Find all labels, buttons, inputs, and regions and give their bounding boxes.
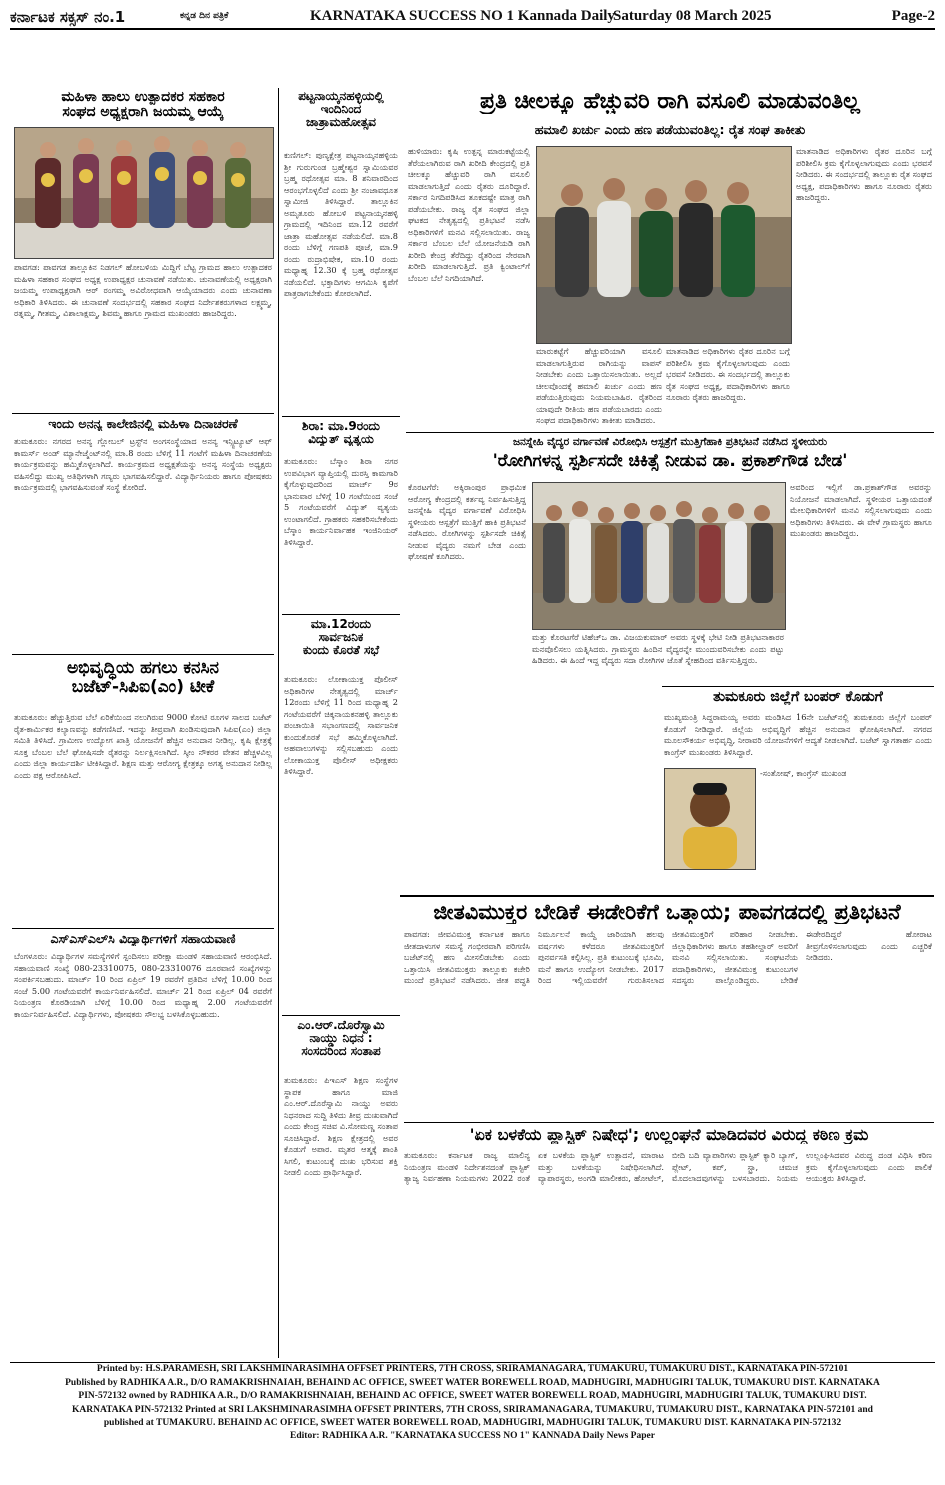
bumper-headline: ತುಮಕೂರು ಜಿಲ್ಲೆಗೆ ಬಂಪರ್ ಕೊಡುಗೆ	[662, 686, 934, 705]
hospital-body-left: ಕೊರಟಗೆರೆ: ಅಕ್ಕಿರಾಂಪುರ ಪ್ರಾಥಮಿಕ ಆರೋಗ್ಯ ಕೇಂದ್ರದಲ್ಲಿ ಕರ್ತವ್ಯ ನಿರ್ವಹಿಸುತ್ತಿದ್ದ ಜನಸ್ನೇಹಿ ವೈದ್ಯರ ವರ್ಗಾವಣೆ ವಿರೋಧಿಸಿ ಸ್ಥಳೀಯರು ಆಸ್ಪತ್ರೆಗೆ ಮುತ್ತಿಗೆ ಹಾಕಿ ಪ್ರತಿಭಟನೆ ನಡೆಸಿದರು. ರೋಗಿಗಳನ್ನು ಸ್ಪರ್ಶಿಸದೇ ಚಿಕಿತ್ಸೆ ನೀಡುವ ವೈದ್ಯರು ನಮಗೆ ಬೇಡ ಎಂದು ಘೋಷಣೆ ಕೂಗಿದರು.	[408, 482, 526, 561]
masthead-tagline: ಕನ್ನಡ ದಿನ ಪತ್ರಿಕೆ	[180, 11, 229, 21]
sslc-headline: ಎಸ್‌ಎಸ್‌ಎಲ್‌ಸಿ ವಿದ್ಯಾರ್ಥಿಗಳಿಗೆ ಸಹಾಯವಾಣಿ	[12, 928, 274, 946]
meeting-headline-line-3: ಕುಂದು ಕೊರತೆ ಸಭೆ	[302, 643, 380, 658]
obituary-body: ತುಮಕೂರು: ಪಿಇಎಸ್ ಶಿಕ್ಷಣ ಸಂಸ್ಥೆಗಳ ಸ್ಥಾಪಕ ಹಾಗೂ ಮಾಜಿ ಎಂ.ಆರ್.ದೊರೆಸ್ವಾಮಿ ನಾಯ್ಡು ಅವರು ನಿಧನರಾದ ಸುದ್ದಿ ತಿಳಿದು ತೀವ್ರ ದುಃಖವಾಗಿದೆ ಎಂದು ಕೇಂದ್ರ ಸಚಿವ ವಿ.ಸೋಮಣ್ಣ ಸಂತಾಪ ಸೂಚಿಸಿದ್ದಾರೆ. ಶಿಕ್ಷಣ ಕ್ಷೇತ್ರದಲ್ಲಿ ಅವರ ಕೊಡುಗೆ ಅಪಾರ. ಮೃತರ ಆತ್ಮಕ್ಕೆ ಶಾಂತಿ ಸಿಗಲಿ, ಕುಟುಂಬಕ್ಕೆ ದುಃಖ ಭರಿಸುವ ಶಕ್ತಿ ನೀಡಲಿ ಎಂದು ಪ್ರಾರ್ಥಿಸಿದ್ದಾರೆ.	[284, 1075, 398, 1177]
power-headline-line-1: ಶಿರಾ: ಮಾ.9ರಂದು	[302, 419, 380, 433]
hospital-headline: 'ರೋಗಿಗಳನ್ನ ಸ್ಪರ್ಶಿಸದೇ ಚಿಕಿತ್ಸೆ ನೀಡುವ ಡಾ. ಪ್ರಕಾಶ್‌ಗೌಡ ಬೇಡ'	[492, 452, 848, 471]
budget-headline	[12, 654, 274, 696]
jeetha-body: ಪಾವಗಡ: ಜೀವವಿಮುಕ್ತ ಕರ್ನಾಟಕ ಹಾಗೂ ಜೀತದಾಳುಗಳ ಸಮಸ್ಯೆ ಗಂಭೀರವಾಗಿ ಪರಿಗಣಿಸಿ ಬಜೆಟ್‌ನಲ್ಲಿ ಹಣ ಮೀಸಲಿಡಬೇಕು ಎಂದು ಒತ್ತಾಯಿಸಿ ಜೀತವಿಮುಕ್ತರು ತಾಲ್ಲೂಕು ಕಚೇರಿ ಮುಂದೆ ಪ್ರತಿಭಟನೆ ನಡೆಸಿದರು. ಜೀತ ಪದ್ಧತಿ ನಿರ್ಮೂಲನೆ ಕಾಯ್ದೆ ಜಾರಿಯಾಗಿ ಹಲವು ವರ್ಷಗಳು ಕಳೆದರೂ ಜೀತವಿಮುಕ್ತರಿಗೆ ಪುನರ್ವಸತಿ ಕಲ್ಪಿಸಿಲ್ಲ. ಪ್ರತಿ ಕುಟುಂಬಕ್ಕೆ ಭೂಮಿ, ಮನೆ ಹಾಗೂ ಉದ್ಯೋಗ ನೀಡಬೇಕು. 2017 ರಿಂದ ಇಲ್ಲಿಯವರೆಗೆ ಗುರುತಿಸಲಾದ ಜೀತವಿಮುಕ್ತರಿಗೆ ಪರಿಹಾರ ನೀಡಬೇಕು. ಜಿಲ್ಲಾಧಿಕಾರಿಗಳು ಹಾಗೂ ತಹಶೀಲ್ದಾರ್ ಅವರಿಗೆ ಮನವಿ ಸಲ್ಲಿಸಲಾಯಿತು. ಸಂಘಟನೆಯ ಪದಾಧಿಕಾರಿಗಳು, ಜೀತವಿಮುಕ್ತ ಕುಟುಂಬಗಳ ಸದಸ್ಯರು ಪಾಲ್ಗೊಂಡಿದ್ದರು. ಬೇಡಿಕೆ ಈಡೇರದಿದ್ದರೆ ಹೋರಾಟ ತೀವ್ರಗೊಳಿಸಲಾಗುವುದು ಎಂದು ಎಚ್ಚರಿಕೆ ನೀಡಿದರು.	[404, 929, 932, 985]
milk-headline-line-1: ಮಹಿಳಾ ಹಾಲು ಉತ್ಪಾದಕರ ಸಹಕಾರ	[61, 90, 225, 105]
imprint-footer	[10, 1362, 935, 1431]
masthead-title: KARNATAKA SUCCESS NO 1 Kannada Daily	[310, 8, 615, 24]
obituary-headline-line-3: ಸಂಸದರಿಂದ ಸಂತಾಪ	[301, 1044, 381, 1059]
imprint-line-3: PIN-572132 owned by RADHIKA A.R., D/O RAMAKRISHNAIAH, BEHAIND AC OFFICE, SWEET WATER BOREWELL ROAD, MADHUGIRI, MADHUGIRI TALUK, TUMAKURU DIST.	[78, 1391, 867, 1401]
masthead-date: Saturday 08 March 2025	[613, 8, 772, 24]
power-headline-line-2: ವಿದ್ಯುತ್ ವ್ಯತ್ಯಯ	[308, 432, 374, 447]
hospital-photo	[532, 482, 786, 630]
milk-headline	[12, 90, 274, 121]
hospital-photo-image	[533, 483, 785, 629]
imprint-line-5: published at TUMAKURU. BEHAIND AC OFFICE, SWEET WATER BOREWELL ROAD, MADHUGIRI, MADHUGIRI TALUK, TUMAKURU DIST. KARNATAKA PIN-572132	[103, 1418, 842, 1428]
imprint-line-4: KARNATAKA PIN-572132 Printed at SRI LAKSHMINARASIMHA OFFSET PRINTERS, 7TH CROSS, SRIRAMANAGARA, TUMAKURU, TUMAKURU DIST., KARNATAKA PIN-572101 and	[72, 1404, 873, 1415]
hospital-body-right: ಅವರಿಂದ ಇಲ್ಲಿಗೆ ಡಾ.ಪ್ರಕಾಶ್‌ಗೌಡ ಅವರನ್ನು ನಿಯೋಜನೆ ಮಾಡಲಾಗಿದೆ. ಸ್ಥಳೀಯರ ಒತ್ತಾಯದಂತೆ ಮೇಲಧಿಕಾರಿಗಳಿಗೆ ಮನವಿ ಸಲ್ಲಿಸಲಾಗುವುದು ಎಂದು ಅಧಿಕಾರಿಗಳು ತಿಳಿಸಿದರು. ಈ ವೇಳೆ ಗ್ರಾಮಸ್ಥರು ಹಾಗೂ ಮುಖಂಡರು ಹಾಜರಿದ್ದರು.	[790, 482, 932, 538]
milk-photo-image	[15, 128, 273, 258]
power-body: ತುಮಕೂರು: ಬೆಸ್ಕಾಂ ಶಿರಾ ನಗರ ಉಪವಿಭಾಗ ವ್ಯಾಪ್ತಿಯಲ್ಲಿ ದುರಸ್ತಿ ಕಾಮಗಾರಿ ಕೈಗೊಳ್ಳುವುದರಿಂದ ಮಾರ್ಚ್ 9ರ ಭಾನುವಾರ ಬೆಳಿಗ್ಗೆ 10 ಗಂಟೆಯಿಂದ ಸಂಜೆ 5 ಗಂಟೆಯವರೆಗೆ ವಿದ್ಯುತ್ ವ್ಯತ್ಯಯ ಉಂಟಾಗಲಿದೆ. ಗ್ರಾಹಕರು ಸಹಕರಿಸಬೇಕೆಂದು ಬೆಸ್ಕಾಂ ಕಾರ್ಯನಿರ್ವಾಹಕ ಇಂಜಿನಿಯರ್ ತಿಳಿಸಿದ್ದಾರೆ.	[284, 456, 398, 547]
ragi-photo	[536, 146, 792, 344]
meeting-headline	[282, 614, 400, 658]
meeting-headline-line-2: ಸಾರ್ವಜನಿಕ	[318, 630, 364, 645]
plastic-headline: 'ಏಕ ಬಳಕೆಯ ಪ್ಲಾಸ್ಟಿಕ್ ನಿಷೇಧ'; ಉಲ್ಲಂಘನೆ ಮಾಡಿದವರ ವಿರುದ್ಧ ಕಠಿಣ ಕ್ರಮ	[404, 1122, 934, 1144]
meeting-headline-line-1: ಮಾ.12ರಂದು	[310, 617, 372, 631]
power-headline	[282, 416, 400, 446]
column-divider-1	[278, 88, 279, 1358]
jatra-headline-line-3: ಜಾತ್ರಾಮಹೋತ್ಸವ	[306, 115, 376, 130]
milk-headline-line-2: ಸಂಘದ ಅಧ್ಯಕ್ಷರಾಗಿ ಜಯಮ್ಮ ಆಯ್ಕೆ	[62, 104, 224, 121]
hospital-kicker: ಜನಸ್ನೇಹಿ ವೈದ್ಯರ ವರ್ಗಾವಣೆ ವಿರೋಧಿಸಿ ಆಸ್ಪತ್ರೆಗೆ ಮುತ್ತಿಗೆಹಾಕಿ ಪ್ರತಿಭಟನೆ ನಡೆಸಿದ ಸ್ಥಳೀಯರು	[406, 432, 934, 449]
ragi-body-right: ಮಾತನಾಡಿದ ಅಧಿಕಾರಿಗಳು ರೈತರ ದೂರಿನ ಬಗ್ಗೆ ಪರಿಶೀಲಿಸಿ ಕ್ರಮ ಕೈಗೊಳ್ಳಲಾಗುವುದು ಎಂದು ಭರವಸೆ ನೀಡಿದರು. ಈ ಸಂದರ್ಭದಲ್ಲಿ ತಾಲ್ಲೂಕು ರೈತ ಸಂಘದ ಅಧ್ಯಕ್ಷ, ಪದಾಧಿಕಾರಿಗಳು ಹಾಗೂ ನೂರಾರು ರೈತರು ಹಾಜರಿದ್ದರು.	[796, 146, 932, 202]
milk-photo	[14, 127, 274, 259]
women-day-headline: ಇಂದು ಅನನ್ಯ ಕಾಲೇಜಿನಲ್ಲಿ ಮಹಿಳಾ ದಿನಾಚರಣೆ	[12, 413, 274, 431]
budget-headline-line-1: ಅಭಿವೃದ್ಧಿಯ ಹಗಲು ಕನಸಿನ	[66, 658, 219, 678]
imprint-line-1: Printed by: H.S.PARAMESH, SRI LAKSHMINARASIMHA OFFSET PRINTERS, 7TH CROSS, SRIRAMANAGARA, TUMAKURU, TUMAKURU DIST., KARNATAKA PIN-572101	[96, 1364, 849, 1374]
milk-body: ಪಾವಗಡ: ಪಾವಗಡ ತಾಲ್ಲೂಕಿನ ನಿಡಗಲ್ ಹೋಬಳಿಯ ಮಿದ್ದಿಗೆ ಬೆಟ್ಟ ಗ್ರಾಮದ ಹಾಲು ಉತ್ಪಾದಕರ ಮಹಿಳಾ ಸಹಕಾರ ಸಂಘದ ಅಧ್ಯಕ್ಷ ಉಪಾಧ್ಯಕ್ಷರ ಚುನಾವಣೆ ನಡೆಯಿತು. ಚುನಾವಣೆಯಲ್ಲಿ ಅಧ್ಯಕ್ಷರಾಗಿ ಜಯಮ್ಮ ಉಪಾಧ್ಯಕ್ಷರಾಗಿ ಆರ್ ರಂಗಮ್ಮ ಅವಿರೋಧವಾಗಿ ಆಯ್ಕೆಯಾದರು ಎಂದು ಚುನಾವಣಾ ಅಧಿಕಾರಿ ತಿಳಿಸಿದರು. ಈ ಚುನಾವಣೆ ಸಂದರ್ಭದಲ್ಲಿ ಸಹಕಾರ ಸಂಘದ ನಿರ್ದೇಶಕರುಗಳಾದ ಲಕ್ಷ್ಮಮ್ಮ, ರತ್ನಮ್ಮ, ಗೀತಮ್ಮ, ವಿಶಾಲಾಕ್ಷಮ್ಮ, ಶಿವಮ್ಮ ಹಾಗೂ ಗ್ರಾಮದ ಮುಖಂಡರು ಹಾಜರಿದ್ದರು.	[14, 262, 272, 318]
ragi-body-left: ಹುಳಿಯಾರು: ಕೃಷಿ ಉತ್ಪನ್ನ ಮಾರುಕಟ್ಟೆಯಲ್ಲಿ ತೆರೆಯಲಾಗಿರುವ ರಾಗಿ ಖರೀದಿ ಕೇಂದ್ರದಲ್ಲಿ ಪ್ರತಿ ಚೀಲಕ್ಕೂ ಹೆಚ್ಚುವರಿ ರಾಗಿ ವಸೂಲಿ ಮಾಡಲಾಗುತ್ತಿದೆ ಎಂದು ರೈತರು ದೂರಿದ್ದಾರೆ. ಸರ್ಕಾರ ನಿಗದಿಪಡಿಸಿದ ತೂಕದಷ್ಟೇ ಮಾತ್ರ ರಾಗಿ ಪಡೆಯಬೇಕು. ರಾಜ್ಯ ರೈತ ಸಂಘದ ಜಿಲ್ಲಾ ಘಟಕದ ನೇತೃತ್ವದಲ್ಲಿ ಪ್ರತಿಭಟನೆ ನಡೆಸಿ ಅಧಿಕಾರಿಗಳಿಗೆ ಮನವಿ ಸಲ್ಲಿಸಲಾಯಿತು. ರಾಜ್ಯ ಸರ್ಕಾರ ಬೆಂಬಲ ಬೆಲೆ ಯೋಜನೆಯಡಿ ರಾಗಿ ಖರೀದಿ ಕೇಂದ್ರ ತೆರೆದಿದ್ದು ರೈತರಿಂದ ನೇರವಾಗಿ ಖರೀದಿ ಮಾಡಲಾಗುತ್ತಿದೆ. ಪ್ರತಿ ಕ್ವಿಂಟಾಲ್‌ಗೆ ಬೆಂಬಲ ಬೆಲೆ ನಿಗದಿಯಾಗಿದೆ.	[408, 146, 530, 283]
hospital-body-mid: ಮತ್ತು ಕೊರಟಗೆರೆ ಟಿಹೆಚ್‌ಒ ಡಾ. ವಿಜಯಕುಮಾರ್ ಅವರು ಸ್ಥಳಕ್ಕೆ ಭೇಟಿ ನೀಡಿ ಪ್ರತಿಭಟನಾಕಾರರ ಮನವೊಲಿಸಲು ಯತ್ನಿಸಿದರು. ಗ್ರಾಮಸ್ಥರು ಹಿಂದಿನ ವೈದ್ಯರನ್ನೇ ಮುಂದುವರಿಸಬೇಕು ಎಂದು ಪಟ್ಟು ಹಿಡಿದರು. ಈ ಹಿಂದೆ ಇದ್ದ ವೈದ್ಯರು ಸದಾ ರೋಗಿಗಳ ಜೊತೆ ಸ್ನೇಹದಿಂದ ವರ್ತಿಸುತ್ತಿದ್ದರು.	[532, 632, 784, 665]
obituary-headline	[282, 1015, 400, 1059]
masthead-brand: ಕರ್ನಾಟಕ ಸಕ್ಸಸ್ ನಂ.1	[10, 8, 126, 26]
bumper-body: ಮುಖ್ಯಮಂತ್ರಿ ಸಿದ್ದರಾಮಯ್ಯ ಅವರು ಮಂಡಿಸಿದ 16ನೇ ಬಜೆಟ್‌ನಲ್ಲಿ ತುಮಕೂರು ಜಿಲ್ಲೆಗೆ ಬಂಪರ್ ಕೊಡುಗೆ ನೀಡಿದ್ದಾರೆ. ಜಿಲ್ಲೆಯ ಅಭಿವೃದ್ಧಿಗೆ ಹೆಚ್ಚಿನ ಅನುದಾನ ಘೋಷಿಸಲಾಗಿದೆ. ನಗರದ ಮೂಲಸೌಕರ್ಯ ಅಭಿವೃದ್ಧಿ, ನೀರಾವರಿ ಯೋಜನೆಗಳಿಗೆ ಆದ್ಯತೆ ನೀಡಲಾಗಿದೆ. ಬಜೆಟ್ ಸ್ವಾಗತಾರ್ಹ ಎಂದು ಕಾಂಗ್ರೆಸ್ ಮುಖಂಡರು ತಿಳಿಸಿದ್ದಾರೆ.	[664, 712, 932, 757]
plastic-body: ತುಮಕೂರು: ಕರ್ನಾಟಕ ರಾಜ್ಯ ಮಾಲಿನ್ಯ ನಿಯಂತ್ರಣ ಮಂಡಳಿ ನಿರ್ದೇಶನದಂತೆ ಪ್ಲಾಸ್ಟಿಕ್ ತ್ಯಾಜ್ಯ ನಿರ್ವಹಣಾ ನಿಯಮಗಳು 2022 ರಂತೆ ಏಕ ಬಳಕೆಯ ಪ್ಲಾಸ್ಟಿಕ್ ಉತ್ಪಾದನೆ, ಮಾರಾಟ ಮತ್ತು ಬಳಕೆಯನ್ನು ನಿಷೇಧಿಸಲಾಗಿದೆ. ವ್ಯಾಪಾರಸ್ಥರು, ಅಂಗಡಿ ಮಾಲೀಕರು, ಹೋಟೆಲ್, ಬೀದಿ ಬದಿ ವ್ಯಾಪಾರಿಗಳು ಪ್ಲಾಸ್ಟಿಕ್ ಕ್ಯಾರಿ ಬ್ಯಾಗ್, ಪ್ಲೇಟ್, ಕಪ್, ಸ್ಟ್ರಾ, ಚಮಚ ಮೊದಲಾದವುಗಳನ್ನು ಬಳಸಬಾರದು. ನಿಯಮ ಉಲ್ಲಂಘಿಸಿದವರ ವಿರುದ್ಧ ದಂಡ ವಿಧಿಸಿ ಕಠಿಣ ಕ್ರಮ ಕೈಗೊಳ್ಳಲಾಗುವುದು ಎಂದು ಪಾಲಿಕೆ ಆಯುಕ್ತರು ತಿಳಿಸಿದ್ದಾರೆ.	[404, 1150, 932, 1183]
budget-headline-line-2: ಬಜೆಟ್-ಸಿಪಿಐ(ಎಂ) ಟೀಕೆ	[71, 676, 215, 697]
jatra-headline-line-2: ಇಂದಿನಿಂದ	[320, 102, 362, 117]
page-number: Page-2	[891, 8, 935, 24]
ragi-subhead: ಹಮಾಲಿ ಖರ್ಚು ಎಂದು ಹಣ ಪಡೆಯುವಂತಿಲ್ಲ: ರೈತ ಸಂಘ ತಾಕೀತು	[534, 122, 806, 137]
ragi-body-right-lower: ಮಾತನಾಡಿದ ಅಧಿಕಾರಿಗಳು ರೈತರ ದೂರಿನ ಬಗ್ಗೆ ಪರಿಶೀಲಿಸಿ ಕ್ರಮ ಕೈಗೊಳ್ಳಲಾಗುವುದು ಎಂದು ಭರವಸೆ ನೀಡಿದರು. ಈ ಸಂದರ್ಭದಲ್ಲಿ ತಾಲ್ಲೂಕು ರೈತ ಸಂಘದ ಅಧ್ಯಕ್ಷ, ಪದಾಧಿಕಾರಿಗಳು ಹಾಗೂ ನೂರಾರು ರೈತರು ಹಾಜರಿದ್ದರು.	[666, 346, 790, 402]
obituary-headline-line-2: ನಾಯ್ಡು ನಿಧನ :	[309, 1031, 373, 1046]
jatra-body: ಕುಣಿಗಲ್: ಪುಣ್ಯಕ್ಷೇತ್ರ ಪಟ್ಟನಾಯ್ಕನಹಳ್ಳಿಯ ಶ್ರೀ ಗುರುಗುಂಡ ಬ್ರಹ್ಮೇಶ್ವರ ಸ್ವಾಮಿಯವರ ಬ್ರಹ್ಮ ರಥೋತ್ಸವ ಮಾ. 8 ಶನಿವಾರದಿಂದ ಆರಂಭಗೊಳ್ಳಲಿದೆ ಎಂದು ಶ್ರೀ ನಂಜಾವಧೂತ ಸ್ವಾಮೀಜಿ ತಿಳಿಸಿದ್ದಾರೆ. ತಾಲ್ಲೂಕಿನ ಅಮೃತೂರು ಹೋಬಳಿ ಪಟ್ಟನಾಯ್ಕನಹಳ್ಳಿ ಗ್ರಾಮದಲ್ಲಿ ಇದಿನಿಂದ ಮಾ.12 ರವರೆಗೆ ಜಾತ್ರಾ ಮಹೋತ್ಸವ ನಡೆಯಲಿದೆ. ಮಾ.8 ರಂದು ಬೆಳಿಗ್ಗೆ ಗಣಪತಿ ಪೂಜೆ, ಮಾ.9 ರಂದು ರುದ್ರಾಭಿಷೇಕ, ಮಾ.10 ರಂದು ಮಧ್ಯಾಹ್ನ 12.30 ಕ್ಕೆ ಬ್ರಹ್ಮ ರಥೋತ್ಸವ ನಡೆಯಲಿದೆ. ಭಕ್ತಾದಿಗಳು ಆಗಮಿಸಿ ಕೃಪೆಗೆ ಪಾತ್ರರಾಗಬೇಕೆಂದು ಕೋರಲಾಗಿದೆ.	[284, 150, 398, 298]
women-day-body: ತುಮಕೂರು: ನಗರದ ಅನನ್ಯ ಗ್ಲೋಬಲ್ ಟ್ರಸ್ಟ್‌ನ ಅಂಗಸಂಸ್ಥೆಯಾದ ಅನನ್ಯ ಇನ್ಸ್ಟಿಟ್ಯೂಟ್ ಆಫ್ ಕಾಮರ್ಸ್ ಅಂಡ್ ಮ್ಯಾನೇಜ್ಮೆಂಟ್‌ನಲ್ಲಿ ಮಾ.8 ರಂದು ಬೆಳಿಗ್ಗೆ 11 ಗಂಟೆಗೆ ಮಹಿಳಾ ದಿನಾಚರಣೆಯ ಕಾರ್ಯಕ್ರಮವನ್ನು ಹಮ್ಮಿಕೊಳ್ಳಲಾಗಿದೆ. ಕಾರ್ಯಕ್ರಮದ ಅಧ್ಯಕ್ಷತೆಯನ್ನು ಅನನ್ಯ ಸಂಸ್ಥೆಯ ಅಧ್ಯಕ್ಷರು ವಹಿಸಲಿದ್ದು ಮುಖ್ಯ ಅತಿಥಿಗಳಾಗಿ ಗಣ್ಯರು ಭಾಗವಹಿಸಲಿದ್ದಾರೆ. ವಿದ್ಯಾರ್ಥಿನಿಯರು ಹಾಗೂ ಪೋಷಕರು ಕಾರ್ಯಕ್ರಮದಲ್ಲಿ ಭಾಗವಹಿಸುವಂತೆ ಸಂಸ್ಥೆ ಕೋರಿದೆ.	[14, 436, 272, 492]
imprint-line-2: Published by RADHIKA A.R., D/O RAMAKRISHNAIAH, BEHAIND AC OFFICE, SWEET WATER BOREWELL ROAD, MADHUGIRI, MADHUGIRI TALUK, TUMAKURU DIST. KARNATAKA	[65, 1377, 880, 1388]
bumper-portrait	[664, 768, 756, 870]
bumper-portrait-image	[665, 769, 755, 869]
ragi-photo-image	[537, 147, 791, 343]
jatra-headline-line-1: ಪಟ್ಟನಾಯ್ಕನಹಳ್ಳಿಯಲ್ಲಿ	[298, 90, 384, 103]
ragi-headline: ಪ್ರತಿ ಚೀಲಕ್ಕೂ ಹೆಚ್ಚುವರಿ ರಾಗಿ ವಸೂಲಿ ಮಾಡುವಂತಿಲ್ಲ	[480, 90, 860, 114]
meeting-body: ತುಮಕೂರು: ಲೋಕಾಯುಕ್ತ ಪೊಲೀಸ್ ಅಧಿಕಾರಿಗಳ ನೇತೃತ್ವದಲ್ಲಿ ಮಾರ್ಚ್ 12ರಂದು ಬೆಳಿಗ್ಗೆ 11 ರಿಂದ ಮಧ್ಯಾಹ್ನ 2 ಗಂಟೆಯವರೆಗೆ ಚಿಕ್ಕನಾಯಕನಹಳ್ಳಿ ತಾಲ್ಲೂಕು ಪಂಚಾಯಿತಿ ಸಭಾಂಗಣದಲ್ಲಿ ಸಾರ್ವಜನಿಕ ಕುಂದುಕೊರತೆ ಸಭೆ ಹಮ್ಮಿಕೊಳ್ಳಲಾಗಿದೆ. ಅಹವಾಲುಗಳನ್ನು ಸಲ್ಲಿಸಬಹುದು ಎಂದು ಲೋಕಾಯುಕ್ತ ಪೊಲೀಸ್ ಅಧೀಕ್ಷಕರು ತಿಳಿಸಿದ್ದಾರೆ.	[284, 674, 398, 776]
ragi-body-mid: ಮಾರುಕಟ್ಟೆಗೆ ಹೆಚ್ಚುವರಿಯಾಗಿ ವಸೂಲಿ ಮಾಡಲಾಗುತ್ತಿರುವ ರಾಗಿಯನ್ನು ವಾಪಸ್ ನೀಡಬೇಕು ಎಂದು ಒತ್ತಾಯಿಸಲಾಯಿತು. ಅಲ್ಲದೆ ಚೀಲವೊಂದಕ್ಕೆ ಹಮಾಲಿ ಖರ್ಚು ಎಂದು ಹಣ ಪಡೆಯುತ್ತಿರುವುದು ನಿಯಮಬಾಹಿರ. ರೈತರಿಂದ ಯಾವುದೇ ರೀತಿಯ ಹಣ ಪಡೆಯಬಾರದು ಎಂದು ಸಂಘದ ಪದಾಧಿಕಾರಿಗಳು ತಾಕೀತು ಮಾಡಿದರು.	[536, 346, 662, 425]
sslc-body: ಬೆಂಗಳೂರು: ವಿದ್ಯಾರ್ಥಿಗಳ ಸಮಸ್ಯೆಗಳಿಗೆ ಸ್ಪಂದಿಸಲು ಪರೀಕ್ಷಾ ಮಂಡಳಿ ಸಹಾಯವಾಣಿ ಆರಂಭಿಸಿದೆ. ಸಹಾಯವಾಣಿ ಸಂಖ್ಯೆ 080-23310075, 080-23310076 ದೂರವಾಣಿ ಸಂಖ್ಯೆಗಳನ್ನು ಸಂಪರ್ಕಿಸಬಹುದು. ಮಾರ್ಚ್ 10 ರಿಂದ ಏಪ್ರಿಲ್ 19 ರವರೆಗೆ ಪ್ರತಿದಿನ ಬೆಳಿಗ್ಗೆ 10.00 ರಿಂದ ಸಂಜೆ 5.00 ಗಂಟೆಯವರೆಗೆ ಕಾರ್ಯನಿರ್ವಹಿಸಲಿದೆ. ಮಾರ್ಚ್ 21 ರಿಂದ ಏಪ್ರಿಲ್ 04 ರವರೆಗೆ ನಿಯಂತ್ರಣ ಕೊಠಡಿಯಾಗಿ ಬೆಳಿಗ್ಗೆ 10.00 ರಿಂದ ಮಧ್ಯಾಹ್ನ 2.00 ಗಂಟೆಯವರೆಗೆ ಕಾರ್ಯನಿರ್ವಹಿಸಲಿದೆ. ವಿದ್ಯಾರ್ಥಿಗಳು, ಪೋಷಕರು ಸೌಲಭ್ಯ ಬಳಸಿಕೊಳ್ಳಬಹುದು.	[14, 951, 272, 1019]
jeetha-headline: ಜೀತವಿಮುಕ್ತರ ಬೇಡಿಕೆ ಈಡೇರಿಕೆಗೆ ಒತ್ತಾಯ; ಪಾವಗಡದಲ್ಲಿ ಪ್ರತಿಭಟನೆ	[400, 895, 934, 924]
bumper-caption: -ಸಂತೋಷ್, ಕಾಂಗ್ರೆಸ್ ಮುಖಂಡ	[760, 768, 847, 778]
budget-body: ತುಮಕೂರು: ಹೆಚ್ಚುತ್ತಿರುವ ಬೆಲೆ ಏರಿಕೆಯಿಂದ ನಲುಗಿರುವ 9000 ಕೋಟಿ ರೂಗಳ ಸಾಲದ ಬಜೆಟ್ ರೈತ-ಕಾರ್ಮಿಕರ ಕಲ್ಯಾಣವನ್ನು ಕಡೆಗಣಿಸಿದೆ. ಇದನ್ನು ತೀವ್ರವಾಗಿ ಖಂಡಿಸುವುದಾಗಿ ಸಿಪಿಐ(ಎಂ) ಜಿಲ್ಲಾ ಸಮಿತಿ ತಿಳಿಸಿದೆ. ಗ್ರಾಮೀಣ ಉದ್ಯೋಗ ಖಾತ್ರಿ ಯೋಜನೆಗೆ ಹೆಚ್ಚಿನ ಅನುದಾನ ನೀಡಿಲ್ಲ. ಕೃಷಿ ಕ್ಷೇತ್ರಕ್ಕೆ ಸೂಕ್ತ ಬೆಂಬಲ ಬೆಲೆ ಘೋಷಿಸದೇ ರೈತರನ್ನು ನಿರ್ಲಕ್ಷಿಸಲಾಗಿದೆ. ಸ್ಕೀಂ ನೌಕರರ ವೇತನ ಹೆಚ್ಚಳವಿಲ್ಲ ಎಂದು ಜಿಲ್ಲಾ ಕಾರ್ಯದರ್ಶಿ ಟೀಕಿಸಿದ್ದಾರೆ. ಶಿಕ್ಷಣ ಮತ್ತು ಆರೋಗ್ಯ ಕ್ಷೇತ್ರಕ್ಕೂ ಅಗತ್ಯ ಅನುದಾನ ನೀಡಿಲ್ಲ ಎಂದು ಪಕ್ಷ ಆರೋಪಿಸಿದೆ.	[14, 712, 272, 780]
obituary-headline-line-1: ಎಂ.ಆರ್.ದೊರೆಸ್ವಾಮಿ	[297, 1018, 385, 1032]
masthead	[10, 8, 935, 30]
imprint-editor: Editor: RADHIKA A.R. "KARNATAKA SUCCESS NO 1" KANNADA Daily News Paper	[290, 1431, 655, 1441]
jatra-headline	[282, 90, 400, 130]
